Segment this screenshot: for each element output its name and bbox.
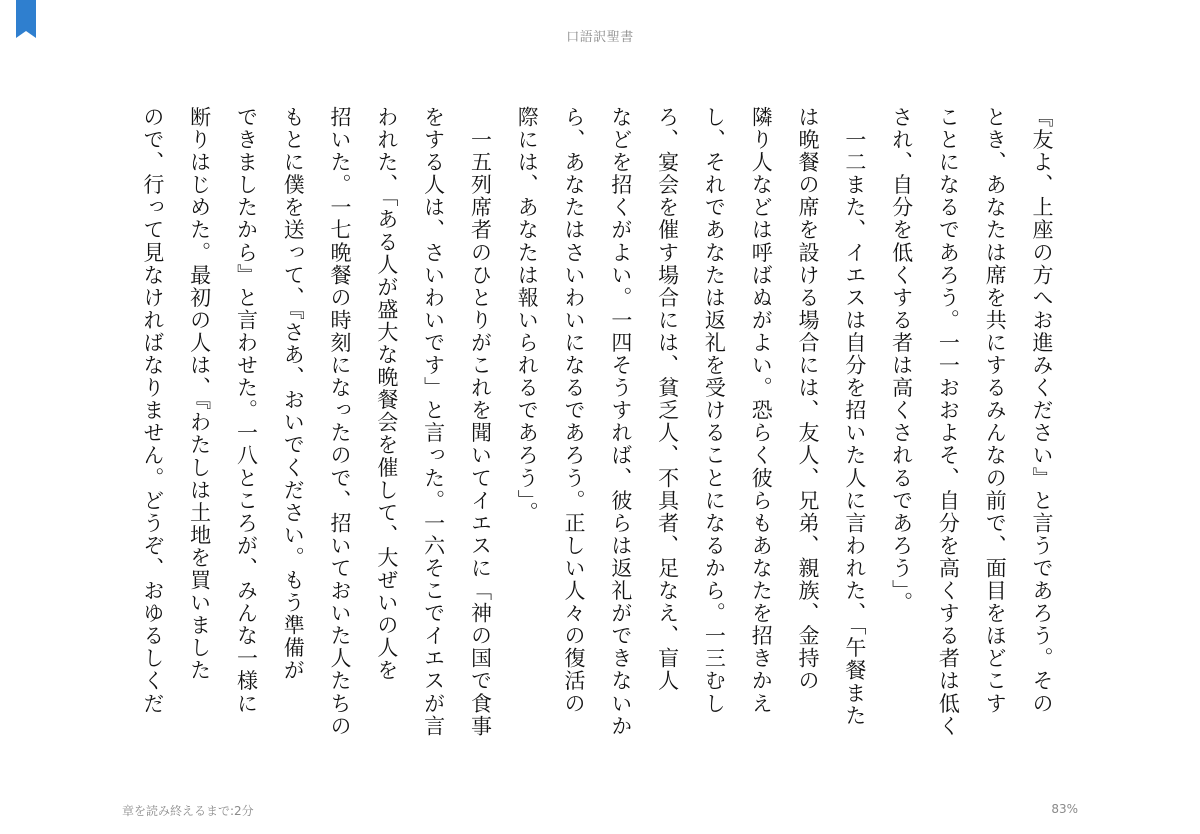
text-column: 隣り人などは呼ばぬがよい。恐らく彼らもあなたを招きかえ (749, 106, 774, 715)
text-column: され、自分を低くする者は高くされるであろう」。 (889, 106, 914, 615)
text-column: ので、行って見なければなりません。どうぞ、おゆるしくだ (140, 106, 165, 715)
book-title: 口語訳聖書 (566, 30, 634, 45)
progress-percent: 83% (1051, 802, 1078, 816)
text-column: し、それであなたは返礼を受けることになるから。一三むし (702, 106, 727, 715)
text-column: 『友よ、上座の方へお進みください』と言うであろう。その (1030, 106, 1054, 715)
text-column: とき、あなたは席を共にするみんなの前で、面目をほどこす (983, 106, 1008, 715)
text-column: 招いた。一七晩餐の時刻になったので、招いておいた人たちの (328, 106, 353, 738)
text-column: われた、「ある人が盛大な晩餐会を催して、大ぜいの人を (374, 106, 399, 682)
text-column: できましたから』と言わせた。一八ところが、みんな一様に (234, 106, 259, 715)
text-column: ことになるであろう。一一おおよそ、自分を高くする者は低く (936, 106, 961, 738)
text-body (130, 106, 1065, 738)
text-column: ろ、宴会を催す場合には、貧乏人、不具者、足なえ、盲人 (655, 106, 680, 693)
text-column: もとに僕を送って、『さあ、おいでください。もう準備が (281, 106, 306, 682)
text-column: 一二また、イエスは自分を招いた人に言われた、「午餐また (842, 106, 867, 727)
text-column: ら、あなたはさいわいになるであろう。正しい人々の復活の (562, 106, 587, 715)
text-column: 一五列席者のひとりがこれを聞いてイエスに「神の国で食事 (468, 106, 493, 738)
time-remaining-label: 章を読み終えるまで:2分 (122, 804, 254, 818)
text-column: 際には、あなたは報いられるであろう」。 (515, 106, 540, 524)
text-column: は晩餐の席を設ける場合には、友人、兄弟、親族、金持の (796, 106, 821, 693)
text-column: などを招くがよい。一四そうすれば、彼らは返礼ができないか (608, 106, 633, 738)
text-column: をする人は、さいわいです」と言った。一六そこでイエスが言 (421, 106, 446, 738)
text-column: 断りはじめた。最初の人は、『わたしは土地を買いました (187, 106, 212, 682)
